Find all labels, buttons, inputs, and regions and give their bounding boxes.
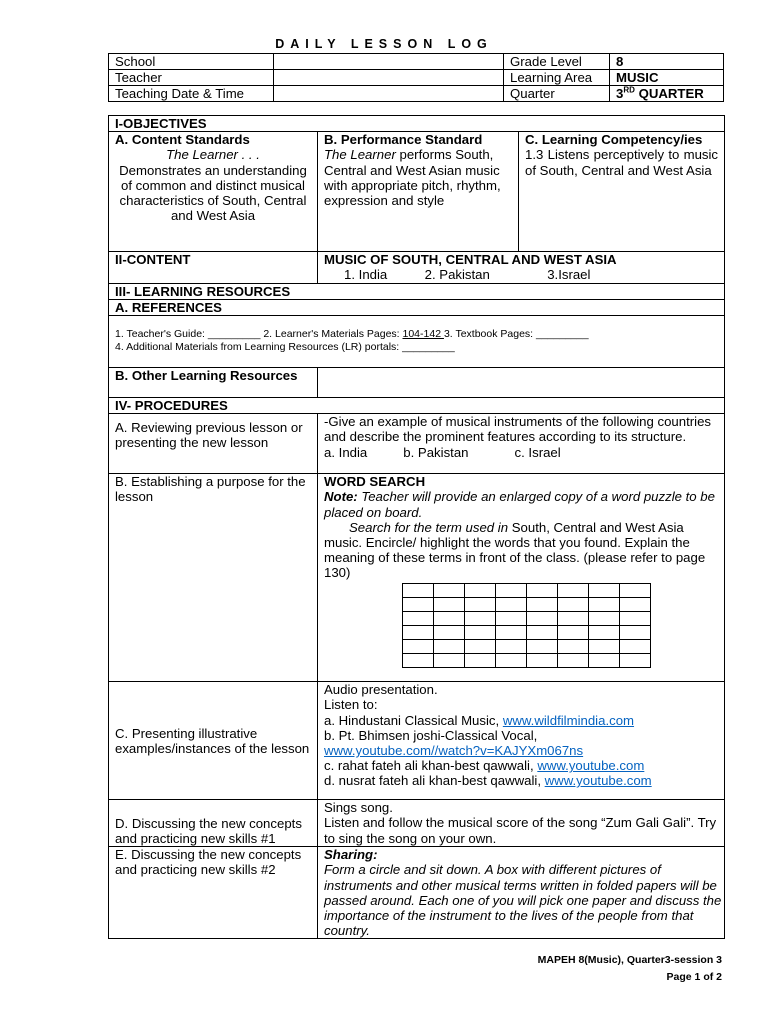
content-cell xyxy=(318,252,725,283)
word-search-instructions: Search for the term used in South, Central and West Asia music. Encircle/ highlight the words that you found. Explain the meaning of these terms in front of the class. (please refer to page 130) xyxy=(324,519,706,581)
procedure-b-cell xyxy=(318,474,725,682)
content-standards-heading: A. Content Standards xyxy=(115,132,250,148)
quarter-label: Quarter xyxy=(504,86,610,102)
other-resources-value xyxy=(318,368,725,398)
audio-item-b-link xyxy=(324,743,724,758)
link-youtube-bhimsen[interactable]: www.youtube.com//watch?v=KAJYXm067ns xyxy=(324,743,584,759)
content-standards-text: Demonstrates an understanding of common and distinct musical characteristics of South, Central and West Asia xyxy=(119,162,307,224)
content-standards-learner: The Learner . . . xyxy=(166,147,260,163)
references-line-1: 1. Teacher's Guide: _________ 2. Learner's Materials Pages: 104-142 3. Textbook Pages: _________ xyxy=(115,328,589,341)
link-youtube-nusrat[interactable]: www.youtube.com xyxy=(544,773,652,789)
teacher-label: Teacher xyxy=(109,70,274,86)
procedure-e-cell xyxy=(318,847,725,939)
content-countries: 1. India 2. Pakistan 3.Israel xyxy=(344,267,591,283)
learning-area-value: MUSIC xyxy=(610,70,724,86)
quarter-value: 3RD QUARTER xyxy=(610,86,724,102)
learning-competency-cell xyxy=(519,132,725,252)
sings-song-text: Sings song. xyxy=(324,800,393,816)
procedure-d-label: D. Discussing the new concepts and practicing new skills #1 xyxy=(109,800,318,847)
procedure-a-options: a. India b. Pakistan c. Israel xyxy=(324,444,561,460)
grade-level-label: Grade Level xyxy=(504,54,610,70)
learning-area-label: Learning Area xyxy=(504,70,610,86)
references-cell xyxy=(109,316,725,368)
references-heading: A. REFERENCES xyxy=(109,299,725,315)
footer-course: MAPEH 8(Music), Quarter3-session 3 xyxy=(537,954,722,966)
learning-resources-heading: III- LEARNING RESOURCES xyxy=(109,283,725,299)
word-search-title: WORD SEARCH xyxy=(324,474,426,490)
footer-page-number: Page 1 of 2 xyxy=(666,971,722,983)
performance-standard-heading: B. Performance Standard xyxy=(324,132,483,148)
procedure-c-cell xyxy=(318,682,725,800)
content-standards-cell xyxy=(109,132,318,252)
procedure-a-label: A. Reviewing previous lesson or presenting the new lesson xyxy=(109,414,318,474)
procedure-a-cell xyxy=(318,414,725,474)
sharing-title: Sharing: xyxy=(324,847,378,863)
school-value xyxy=(274,54,504,70)
footer xyxy=(538,952,722,986)
procedure-b-label: B. Establishing a purpose for the lesson xyxy=(109,474,318,682)
learning-competency-heading: C. Learning Competency/ies xyxy=(525,132,703,148)
procedure-d-cell xyxy=(318,800,725,847)
content-heading: II-CONTENT xyxy=(109,252,318,283)
performance-standard-cell xyxy=(318,132,519,252)
header-table xyxy=(108,53,724,102)
document-title: DAILY LESSON LOG xyxy=(275,37,493,51)
other-resources-heading: B. Other Learning Resources xyxy=(109,368,318,398)
link-wildfilmindia[interactable]: www.wildfilmindia.com xyxy=(502,712,635,728)
references-line-2: 4. Additional Materials from Learning Resources (LR) portals: _________ xyxy=(115,341,455,354)
listen-to-text: Listen to: xyxy=(324,697,378,713)
sharing-text: Form a circle and sit down. A box with different pictures of instruments and other musical terms written in folded papers will be passed around. Each one of you will pick one paper and discuss the importance of the instrument to the lives of the people from that country. xyxy=(324,862,722,939)
audio-item-b: b. Pt. Bhimsen joshi-Classical Vocal, xyxy=(324,727,538,743)
content-title: MUSIC OF SOUTH, CENTRAL AND WEST ASIA xyxy=(324,252,617,268)
school-label: School xyxy=(109,54,274,70)
link-youtube-rahat[interactable]: www.youtube.com xyxy=(537,758,645,774)
audio-presentation-text: Audio presentation. xyxy=(324,682,438,698)
learning-competency-text: 1.3 Listens perceptively to music of South, Central and West Asia xyxy=(525,147,719,178)
listen-follow-text: Listen and follow the musical score of the song “Zum Gali Gali”. Try to sing the song on your own. xyxy=(324,815,717,846)
grade-level-value: 8 xyxy=(610,54,724,70)
audio-item-c: c. rahat fateh ali khan-best qawwali, www.youtube.com xyxy=(324,758,645,774)
teaching-date-value xyxy=(274,86,504,102)
word-search-note: Note: Teacher will provide an enlarged copy of a word puzzle to be placed on board. xyxy=(324,489,715,520)
procedure-c-label: C. Presenting illustrative examples/instances of the lesson xyxy=(109,682,318,800)
lesson-log-table xyxy=(108,115,725,939)
procedures-heading: IV- PROCEDURES xyxy=(109,398,725,414)
objectives-heading: I-OBJECTIVES xyxy=(109,116,725,132)
word-search-grid xyxy=(402,583,651,668)
teacher-value xyxy=(274,70,504,86)
procedure-e-label: E. Discussing the new concepts and practicing new skills #2 xyxy=(109,847,318,939)
teaching-date-label: Teaching Date & Time xyxy=(109,86,274,102)
procedure-a-text: -Give an example of musical instruments of the following countries and describe the prominent features according to its structure. xyxy=(324,414,712,445)
audio-item-d: d. nusrat fateh ali khan-best qawwali, www.youtube.com xyxy=(324,773,652,789)
performance-standard-text: The Learner performs South, Central and West Asian music with appropriate pitch, rhythm, expression and style xyxy=(324,147,501,209)
audio-item-a: a. Hindustani Classical Music, www.wildfilmindia.com xyxy=(324,712,635,728)
